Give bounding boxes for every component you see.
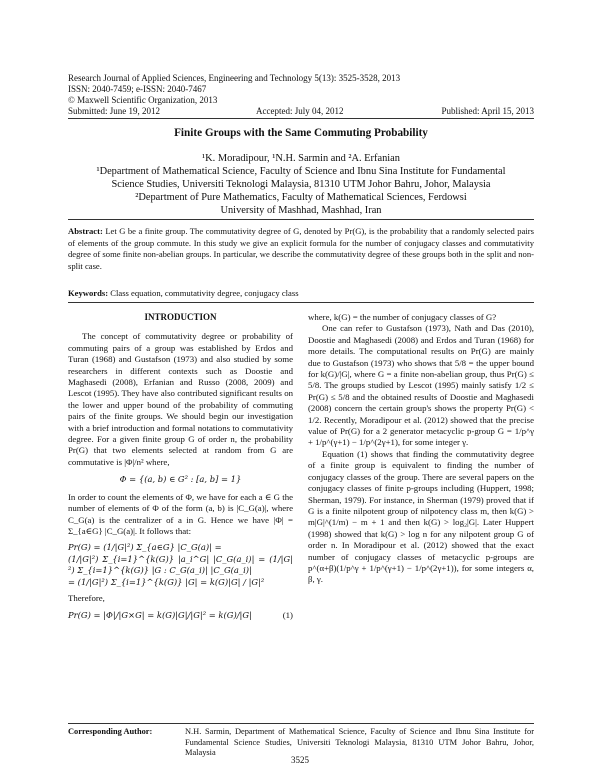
equation-1 — [68, 610, 293, 621]
keywords-text: Class equation, commutativity degree, conjugacy class — [110, 288, 299, 298]
abstract-label: Abstract: — [68, 226, 103, 236]
issn-line: ISSN: 2040-7459; e-ISSN: 2040-7467 — [68, 84, 207, 94]
footer-divider — [68, 723, 534, 724]
right-paragraph-0: where, k(G) = the number of conjugacy classes of G? — [308, 312, 497, 322]
equation-sum-line-1: Pr(G) = (1/|G|²) Σ_{a∈G} |C_G(a)| = — [68, 542, 222, 553]
equation-1-body: Pr(G) = |Φ|/|G×G| = k(G)|G|/|G|² = k(G)/|G| — [68, 610, 252, 621]
section-heading-introduction: INTRODUCTION — [144, 312, 217, 322]
intro-paragraph-1: The concept of commutativity degree or probability of commuting pairs of a group was established by Erdos and Turan (1968) and Gustafson (1973) and also studied by some researchers in different contexts such as Doostie and Maghasedi (2008), Erfanian and Russo (2008, 2009) and Lescot (1995). They have also contributed significant results on the lower and upper bound of the probability of commuting pairs of the finite groups. We should begin our investigation with a brief introduction and formal notations to commutativity degree. For a given finite group G of order n, the probability Pr(G) that two elements selected at random from G are commutative is |Φ|/n² where, — [68, 331, 293, 467]
abstract — [68, 226, 534, 272]
equation-1-label: (1) — [282, 610, 293, 621]
page-number: 3525 — [291, 755, 309, 765]
left-column — [68, 312, 293, 628]
right-column — [308, 312, 534, 586]
intro-paragraph-2: In order to count the elements of Φ, we have for each a ∈ G the number of elements of Φ of the form (a, b) is |C_G(a)|, where C_G(a) is the centralizer of a in G. Hence we have |Φ| = Σ_{a∈G} |C_G(a)|. It follows that: — [68, 491, 293, 536]
keywords-divider — [68, 302, 534, 303]
keywords-label: Keywords: — [68, 288, 109, 298]
journal-header — [68, 73, 400, 106]
equation-sum-line-2: (1/|G|²) Σ_{i=1}^{k(G)} |a_i^G| |C_G(a_i)| = (1/|G|²) Σ_{i=1}^{k(G)} |G : C_G(a_i)| |C_G(a_i)| — [68, 553, 293, 576]
author-block — [68, 152, 534, 217]
submitted-date: Submitted: June 19, 2012 — [68, 106, 160, 116]
author-names: ¹K. Moradipour, ¹N.H. Sarmin and ²A. Erfanian — [202, 153, 400, 164]
affiliation-1-line-2: Science Studies, Universiti Teknologi Malaysia, 81310 UTM Johor Bahru, Johor, Malaysia — [111, 179, 491, 190]
right-paragraph-1: One can refer to Gustafson (1973), Nath and Das (2010), Doostie and Maghasedi (2008) and Erdos and Turan (1968) for more details. The computational results on Pr(G) are mainly due to Gustafson (1973) who shows that 5/8 = the upper bound for k(G)/|G|, where G = a finite non-abelian group, thus Pr(G) ≤ 5/8. The groups studied by Lescot (1995) mainly satisfy 1/2 ≤ Pr(G) ≤ 5/8 and the obtained results of Doostie and Maghasedi (2008) concern the certain group's shows the property Pr(G) < 1/2. Recently, Moradipour et al. (2012) showed that the precise value of Pr(G) for a 2 generator metacyclic p-group G = 1/p^γ + 1/p^(γ+1) − 1/p^(2γ+1), for some integer γ. — [308, 323, 534, 448]
accepted-date: Accepted: July 04, 2012 — [256, 106, 344, 116]
journal-citation: Research Journal of Applied Sciences, Engineering and Technology 5(13): 3525-3528, 2013 — [68, 73, 401, 83]
abstract-top-divider — [68, 219, 534, 220]
affiliation-2-line-2: University of Mashhad, Mashhad, Iran — [220, 205, 382, 216]
equation-phi: Φ = {(a, b) ∈ G² : [a, b] = 1} — [119, 474, 242, 485]
equation-sum-line-3: = (1/|G|²) Σ_{i=1}^{k(G)} |G| = k(G)|G| / |G|² — [68, 576, 265, 587]
abstract-text: Let G be a finite group. The commutativity degree of G, denoted by Pr(G), is the probability that a randomly selected pairs of elements of the group commute. In this study we give an explicit formula for the number of conjugacy classes and commutativity degree of some finite non-abelian groups. In particular, we describe the commutativity degree of these groups both in the split and non-split case. — [68, 226, 535, 271]
copyright-line: © Maxwell Scientific Organization, 2013 — [68, 95, 218, 105]
therefore-text: Therefore, — [68, 592, 105, 603]
keywords — [68, 288, 534, 299]
affiliation-2-line-1: ²Department of Pure Mathematics, Faculty of Mathematical Sciences, Ferdowsi — [135, 192, 467, 203]
corresponding-author-label: Corresponding Author: — [68, 727, 153, 736]
right-paragraph-2: Equation (1) shows that finding the commutativity degree of a finite group is equivalent to finding the number of conjugacy classes of the group. There are several papers on the conjugacy classes of finite p-groups including (Huppert, 1998; Sherman, 1979). For instance, in Sherman (1979) proved that if G is a finite nilpotent group of nilpotency class m, then k(G) > m|G|^(1/m) − m + 1 and then k(G) > log₂|G|. Later Huppert (1998) showed that k(G) > log n for any nilpotent group G of order n. In Moradipour et al. (2012) showed that the exact number of conjugacy classes of metacyclic p-groups are p^(α+β)(1/p^γ + 1/p^(γ+1) − 1/p^(2γ+1)), for some integers α, β, γ. — [308, 448, 534, 585]
paper-title: Finite Groups with the Same Commuting Probability — [174, 127, 428, 139]
corresponding-author-text: N.H. Sarmin, Department of Mathematical Science, Faculty of Science and Ibnu Sina Institute for Fundamental Science Studies, Universiti Teknologi Malaysia, 81310 UTM Johor Bahru, Johor, Malaysia — [185, 727, 534, 757]
published-date: Published: April 15, 2013 — [441, 106, 534, 116]
header-divider — [68, 118, 534, 119]
affiliation-1-line-1: ¹Department of Mathematical Science, Faculty of Science and Ibnu Sina Institute for Fundamental — [96, 166, 506, 177]
